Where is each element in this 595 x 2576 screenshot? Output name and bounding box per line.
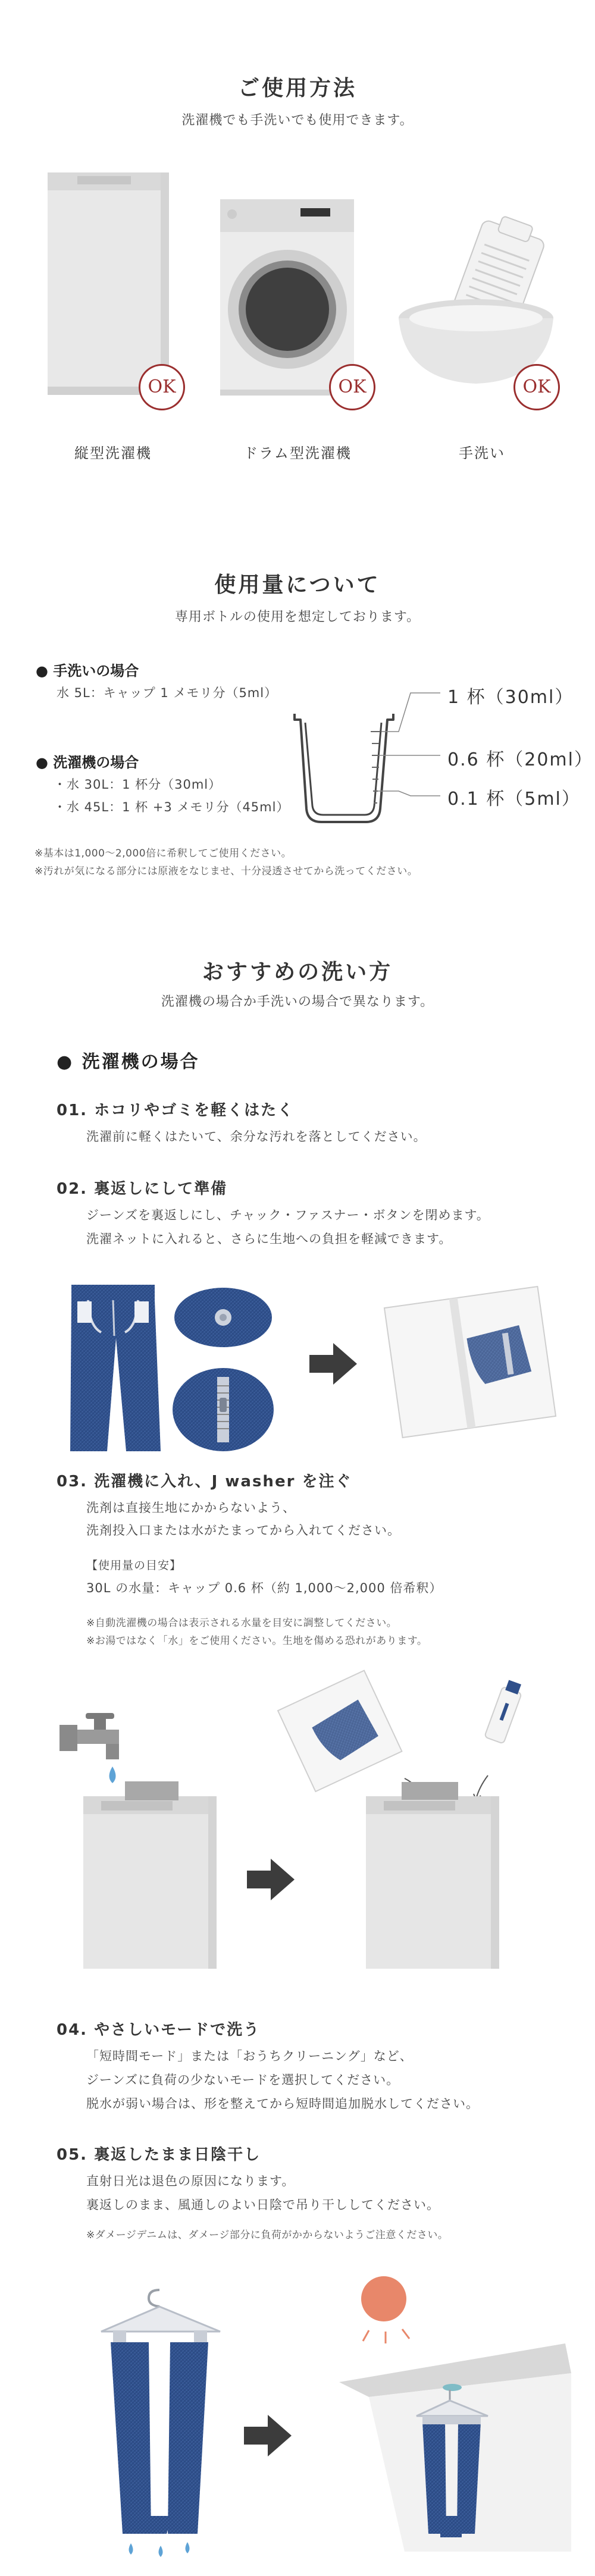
step-05-text-2: 裏返しのまま、風通しのよい日陰で吊り干ししてください。 xyxy=(86,2198,440,2212)
step-05-text-1: 直射日光は退色の原因になります。 xyxy=(86,2174,295,2188)
amount-title: 使用量について xyxy=(214,573,381,597)
cup-label-2: 0.6 杯（20ml） xyxy=(447,749,593,770)
hanging-jeans-illustration xyxy=(89,2284,232,2564)
cup-label-3: 0.1 杯（5ml） xyxy=(447,789,581,809)
machine-amount-45l: ・水 45L：1 杯 +3 メモリ分（45ml） xyxy=(54,800,290,814)
inside-out-jeans-illustration xyxy=(65,1279,167,1457)
ok-mark-hand-wash: OK xyxy=(513,364,560,410)
method-label-drum: ドラム型洗濯機 xyxy=(243,445,352,462)
step-04-title: 04. やさしいモードで洗う xyxy=(57,2021,261,2039)
step-01-title: 01. ホコリやゴミを軽くはたく xyxy=(57,1102,295,1119)
step-01-text: 洗濯前に軽くはたいて、余分な汚れを落としてください。 xyxy=(86,1129,427,1144)
hand-wash-amount: 水 5L：キャップ 1 メモリ分（5ml） xyxy=(57,686,278,700)
recommended-subtitle: 洗濯機の場合か手洗いの場合で異なります。 xyxy=(161,994,434,1009)
usage-title: ご使用方法 xyxy=(237,76,357,101)
step-03-note-1: ※自動洗濯機の場合は表示される水量を目安に調整してください。 xyxy=(86,1617,397,1629)
step-04-text-2: ジーンズに負荷の少ないモードを選択してください。 xyxy=(86,2073,400,2087)
washer-with-detergent-illustration xyxy=(280,1665,559,1987)
ok-mark-drum: OK xyxy=(329,364,375,410)
usage-subtitle: 洗濯機でも手洗いでも使用できます。 xyxy=(181,113,414,128)
recommended-title: おすすめの洗い方 xyxy=(202,960,393,984)
laundry-net-illustration xyxy=(381,1285,559,1439)
step-02-text-2: 洗濯ネットに入れると、さらに生地への負担を軽減できます。 xyxy=(86,1232,452,1246)
step-03-guide-heading: 【使用量の目安】 xyxy=(86,1559,182,1572)
ok-mark-top-load: OK xyxy=(139,364,185,410)
method-label-hand-wash: 手洗い xyxy=(459,445,505,462)
step-03-title: 03. 洗濯機に入れ、J washer を注ぐ xyxy=(57,1473,352,1491)
arrow-right-icon xyxy=(306,1337,360,1391)
amount-subtitle: 専用ボトルの使用を想定しております。 xyxy=(174,610,421,625)
step-03-text-1: 洗剤は直接生地にかからないよう、 xyxy=(86,1501,296,1515)
step-02-text-1: ジーンズを裏返しにし、チャック・ファスナー・ボタンを閉めます。 xyxy=(86,1208,490,1222)
step-05-title: 05. 裏返したまま日陰干し xyxy=(57,2146,261,2164)
step-04-text-3: 脱水が弱い場合は、形を整えてから短時間追加脱水してください。 xyxy=(86,2097,479,2111)
method-label-top-load: 縦型洗濯機 xyxy=(74,445,152,462)
step-03-text-2: 洗剤投入口または水がたまってから入れてください。 xyxy=(86,1523,400,1538)
washer-section-heading: ● 洗濯機の場合 xyxy=(57,1052,200,1072)
cup-label-1: 1 杯（30ml） xyxy=(447,687,574,708)
machine-amount-30l: ・水 30L：1 杯分（30ml） xyxy=(54,777,222,792)
step-05-note: ※ダメージデニムは、ダメージ部分に負荷がかからないようご注意ください。 xyxy=(86,2229,449,2241)
denim-detail-illustration xyxy=(170,1285,277,1457)
hand-wash-heading: ● 手洗いの場合 xyxy=(36,663,139,679)
amount-note-2: ※汚れが気になる部分には原液をなじませ、十分浸透させてから洗ってください。 xyxy=(35,865,418,877)
step-03-note-2: ※お湯ではなく「水」をご使用ください。生地を傷める恐れがあります。 xyxy=(86,1635,428,1647)
shade-drying-illustration xyxy=(333,2254,583,2564)
step-02-title: 02. 裏返しにして準備 xyxy=(57,1180,228,1198)
amount-note-1: ※基本は1,000〜2,000倍に希釈してご使用ください。 xyxy=(35,848,292,859)
step-03-guide-line: 30L の水量：キャップ 0.6 杯（約 1,000〜2,000 倍希釈） xyxy=(86,1581,443,1595)
step-04-text-1: 「短時間モード」または「おうちクリーニング」など、 xyxy=(86,2049,413,2063)
faucet-washer-illustration xyxy=(60,1707,226,1987)
machine-heading: ● 洗濯機の場合 xyxy=(36,754,139,771)
arrow-right-icon-3 xyxy=(241,2409,295,2462)
